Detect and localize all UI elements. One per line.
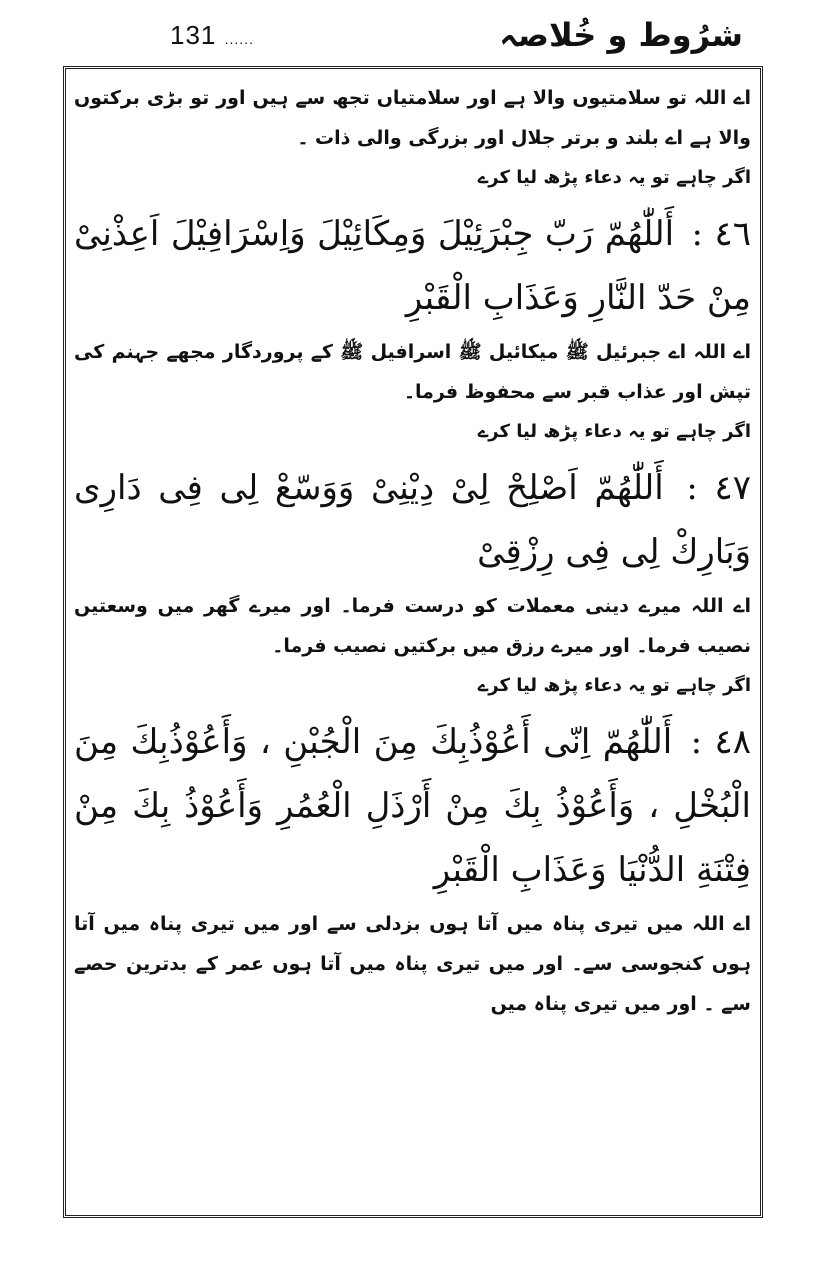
dua-text: أَللّٰهُمّ رَبّ جِبْرَئِيْلَ وَمِكَائِيْلَ وَاِسْرَافِيْلَ اَعِذْنِىْ مِنْ حَدّ النَّارِ وَعَذَابِ الْقَبْرِ: [74, 214, 751, 318]
dua-text: أَللّٰهُمّ اِنّى أَعُوْذُبِكَ مِنَ الْجُبْنِ ، وَأَعُوْذُبِكَ مِنَ الْبُخْلِ ، وَأَعُوْذُ بِكَ مِنْ أَرْذَلِ الْعُمُرِ وَأَعُوْذُ بِكَ مِنْ فِتْنَةِ الدُّنْيَا وَعَذَابِ الْقَبْرِ: [74, 722, 751, 890]
dua-48: [74, 710, 751, 902]
instruction-line: اگر چاہے تو یہ دعاء پڑھ لیا کرے: [477, 675, 751, 696]
book-title: شرُوط و خُلاصہ: [499, 16, 743, 54]
dua-46: [74, 202, 751, 330]
translation-paragraph: اے اللہ اے جبرئیل ﷺ میکائیل ﷺ اسرافیل ﷺ کے پروردگار مجھے جہنم کی تپش اور عذاب قبر سے محفوظ فرما۔: [74, 341, 751, 403]
dua-number: ٤٧ :: [686, 468, 752, 508]
translation-paragraph: اے اللہ میں تیری پناہ میں آتا ہوں بزدلی سے اور میں تیری پناہ میں آتا ہوں کنجوسی سے۔ اور میں تیری پناہ میں آتا ہوں عمر کے بدترین حصے سے ۔ اور میں تیری پناہ میں: [74, 913, 751, 1015]
dua-number: ٤٦ :: [691, 214, 751, 254]
page-number-dots: ......: [224, 31, 254, 47]
instruction-line: اگر چاہے تو یہ دعاء پڑھ لیا کرے: [477, 167, 751, 188]
page-header: [70, 14, 755, 60]
page-number: 131 ......: [170, 20, 254, 50]
page-content: [74, 78, 751, 1024]
dua-number: ٤٨ :: [690, 722, 752, 762]
dua-47: [74, 456, 751, 584]
dua-text: أَللّٰهُمّ اَصْلِحْ لِىْ دِيْنِىْ وَوَسّعْ لِى فِى دَارِى وَبَارِكْ لِى فِى رِزْقِىْ: [74, 468, 751, 572]
instruction-line: اگر چاہے تو یہ دعاء پڑھ لیا کرے: [477, 421, 751, 442]
translation-paragraph: اے اللہ تو سلامتیوں والا ہے اور سلامتیاں تجھ سے ہیں اور تو بڑی برکتوں والا ہے اے بلند و برتر جلال اور بزرگی والی ذات ۔: [74, 87, 751, 149]
translation-paragraph: اے اللہ میرے دینی معملات کو درست فرما۔ اور میرے گھر میں وسعتیں نصیب فرما۔ اور میرے رزق میں برکتیں نصیب فرما۔: [74, 595, 751, 657]
